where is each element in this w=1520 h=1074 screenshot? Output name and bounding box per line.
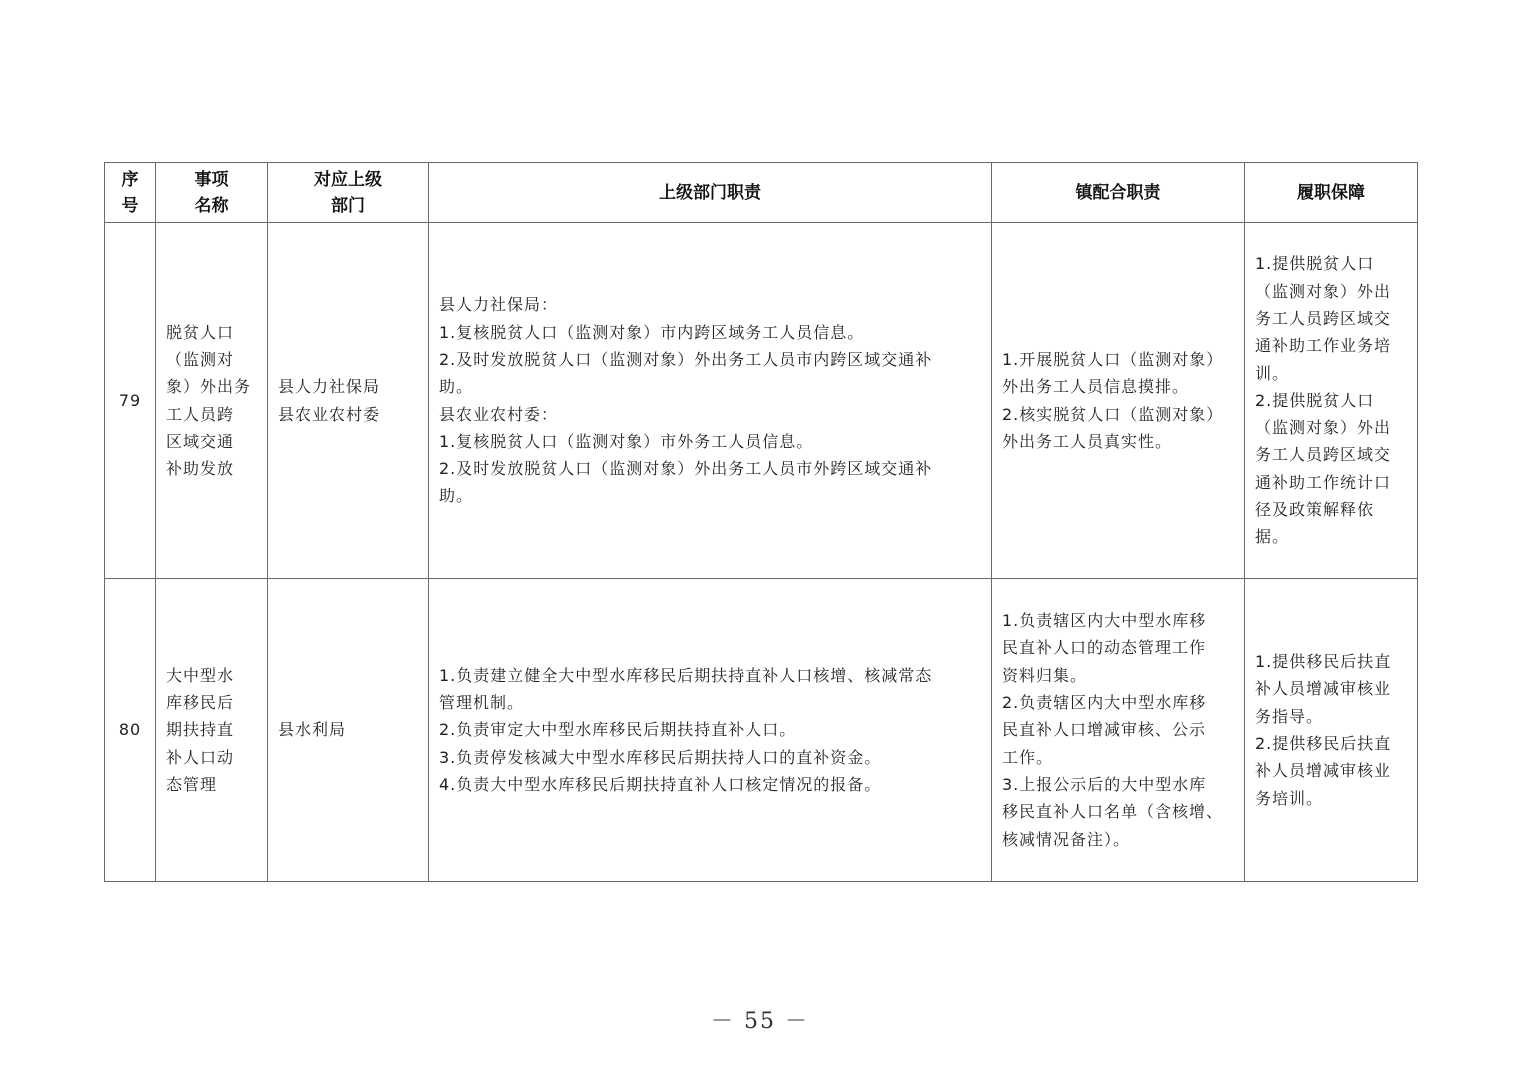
header-upper-dept: 对应上级 部门 (268, 163, 429, 223)
header-guarantee: 履职保障 (1245, 163, 1418, 223)
row-number: 80 (105, 579, 156, 882)
town-duty-cell: 1.负责辖区内大中型水库移 民直补人口的动态管理工作 资料归集。 2.负责辖区内大中型水库移 民直补人口增减审核、公示 工作。 3.上报公示后的大中型水库 移民直补人口名单（含核增、 核减情况备注）。 (992, 579, 1245, 882)
header-upper-duty: 上级部门职责 (429, 163, 992, 223)
guarantee-cell: 1.提供移民后扶直 补人员增减审核业 务指导。 2.提供移民后扶直 补人员增减审核业 务培训。 (1245, 579, 1418, 882)
duty-table-container (104, 162, 1417, 882)
header-row (105, 163, 1418, 223)
guarantee-cell: 1.提供脱贫人口 （监测对象）外出 务工人员跨区域交 通补助工作业务培 训。 2.提供脱贫人口 （监测对象）外出 务工人员跨区域交 通补助工作统计口 径及政策解释依 据。 (1245, 223, 1418, 579)
upper-dept-cell: 县人力社保局 县农业农村委 (268, 223, 429, 579)
table-row (105, 223, 1418, 579)
table-row (105, 579, 1418, 882)
town-duty-cell: 1.开展脱贫人口（监测对象） 外出务工人员信息摸排。 2.核实脱贫人口（监测对象） 外出务工人员真实性。 (992, 223, 1245, 579)
row-number: 79 (105, 223, 156, 579)
duty-table (104, 162, 1418, 882)
upper-dept-cell: 县水利局 (268, 579, 429, 882)
upper-duty-cell: 1.负责建立健全大中型水库移民后期扶持直补人口核增、核减常态 管理机制。 2.负责审定大中型水库移民后期扶持直补人口。 3.负责停发核减大中型水库移民后期扶持人口的直补资金。 4.负责大中型水库移民后期扶持直补人口核定情况的报备。 (429, 579, 992, 882)
header-item-name: 事项 名称 (156, 163, 268, 223)
item-name-cell: 大中型水 库移民后 期扶持直 补人口动 态管理 (156, 579, 268, 882)
item-name-cell: 脱贫人口 （监测对 象）外出务 工人员跨 区域交通 补助发放 (156, 223, 268, 579)
page-number: － 55 － (711, 1009, 809, 1034)
header-no: 序 号 (105, 163, 156, 223)
header-town-duty: 镇配合职责 (992, 163, 1245, 223)
upper-duty-cell: 县人力社保局： 1.复核脱贫人口（监测对象）市内跨区域务工人员信息。 2.及时发放脱贫人口（监测对象）外出务工人员市内跨区域交通补 助。 县农业农村委： 1.复核脱贫人口（监测对象）市外务工人员信息。 2.及时发放脱贫人口（监测对象）外出务工人员市外跨区域交通补 助。 (429, 223, 992, 579)
